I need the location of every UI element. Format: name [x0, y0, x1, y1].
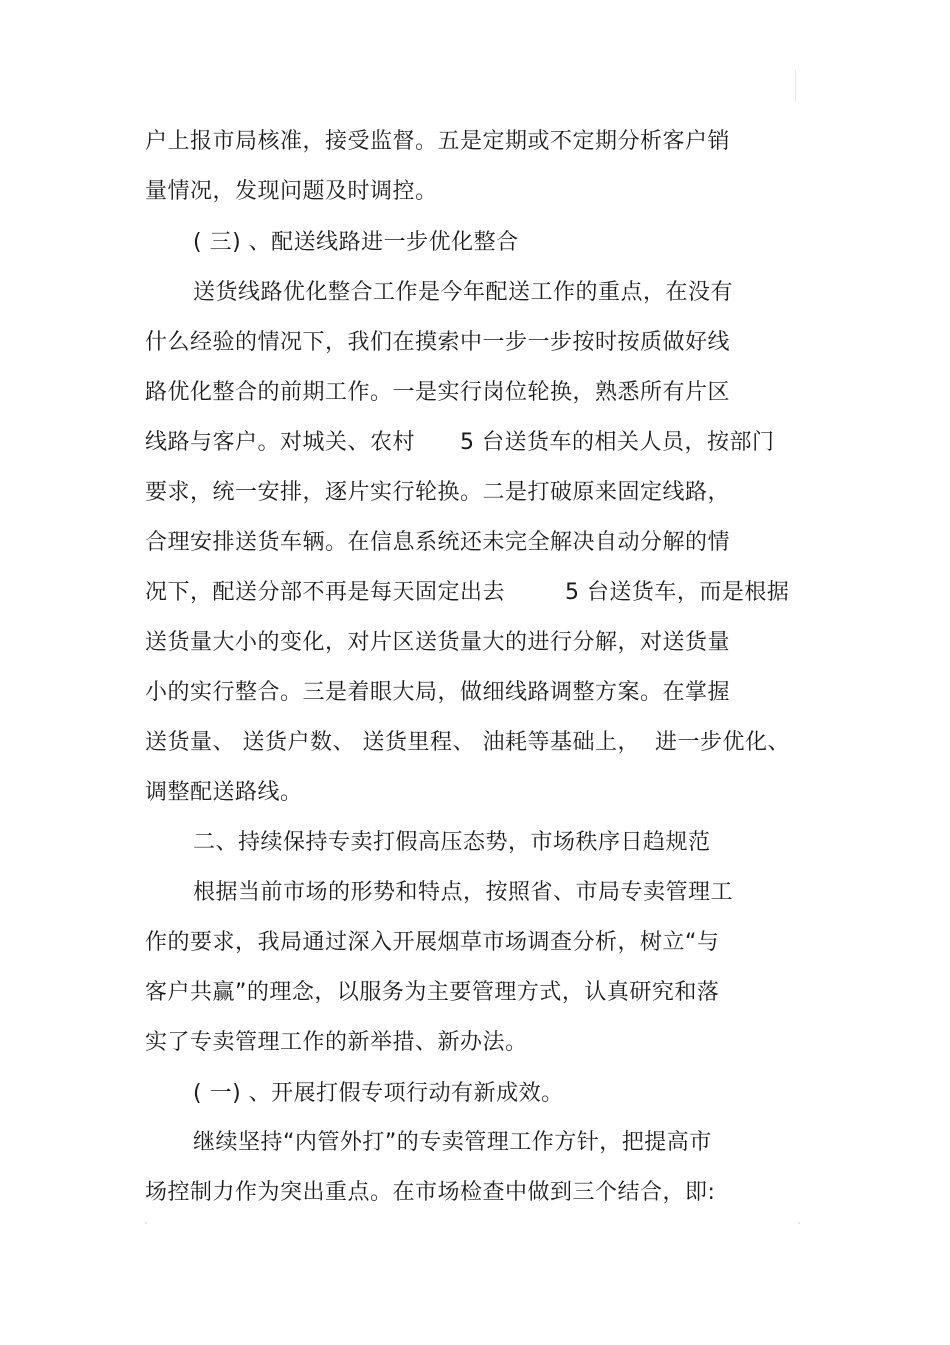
section-heading-2: 二、持续保持专卖打假高压态势，市场秩序日趋规范: [193, 830, 711, 855]
text-line-10: 况下，配送分部不再是每天固定出去 5 台送货车，而是根据: [145, 580, 790, 605]
page-edge-mark: [795, 70, 796, 102]
text-line-21: 继续坚持“内管外打”的专卖管理工作方针，把提高市: [193, 1130, 712, 1155]
text-line-4: 送货线路优化整合工作是今年配送工作的重点，在没有: [193, 280, 734, 305]
text-line-14: 调整配送路线。: [145, 780, 303, 805]
section-heading-3: ( 三) 、配送线路进一步优化整合: [193, 230, 519, 255]
text-line-1: 户上报市局核准，接受监督。五是定期或不定期分析客户销: [145, 129, 731, 154]
text-line-7: 线路与客户。对城关、农村 5 台送货车的相关人员，按部门: [145, 430, 775, 455]
text-line-22: 场控制力作为突出重点。在市场检查中做到三个结合，即:: [145, 1180, 716, 1205]
text-line-6: 路优化整合的前期工作。一是实行岗位轮换，熟悉所有片区: [145, 380, 731, 405]
text-line-17: 作的要求，我局通过深入开展烟草市场调查分析，树立“与: [145, 930, 720, 955]
text-line-12: 小的实行整合。三是着眼大局，做细线路调整方案。在掌握: [145, 680, 731, 705]
text-line-2: 量情况，发现问题及时调控。: [145, 179, 438, 204]
text-line-5: 什么经验的情况下，我们在摸索中一步一步按时按质做好线: [145, 330, 731, 355]
text-line-16: 根据当前市场的形势和特点，按照省、市局专卖管理工: [193, 880, 734, 905]
text-line-8: 要求，统一安排，逐片实行轮换。二是打破原来固定线路，: [145, 480, 731, 505]
text-line-13: 送货量、 送货户数、 送货里程、 油耗等基础上， 进一步优化、: [145, 730, 790, 755]
text-line-18: 客户共赢”的理念，以服务为主要管理方式，认真研究和落: [145, 980, 720, 1005]
page-corner-mark: [145, 1222, 147, 1224]
text-line-19: 实了专卖管理工作的新举措、新办法。: [145, 1030, 528, 1055]
text-line-9: 合理安排送货车辆。在信息系统还未完全解决自动分解的情: [145, 530, 731, 555]
text-line-11: 送货量大小的变化，对片区送货量大的进行分解，对送货量: [145, 630, 731, 655]
section-heading-1: ( 一) 、开展打假专项行动有新成效。: [193, 1081, 564, 1106]
page-corner-mark: [798, 1222, 800, 1224]
